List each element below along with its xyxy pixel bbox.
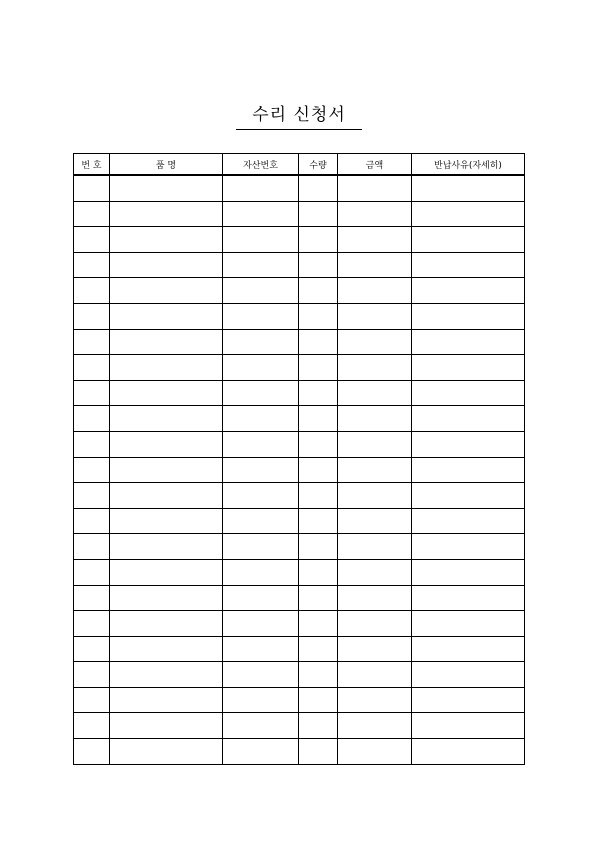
cell-item[interactable] [110, 329, 223, 355]
cell-reason[interactable] [412, 508, 525, 534]
cell-qty[interactable] [299, 713, 338, 739]
table-row [74, 355, 525, 381]
cell-asset-no[interactable] [223, 406, 299, 432]
cell-item[interactable] [110, 227, 223, 253]
cell-asset-no[interactable] [223, 739, 299, 765]
table-row [74, 534, 525, 560]
cell-reason[interactable] [412, 534, 525, 560]
cell-asset-no[interactable] [223, 611, 299, 637]
cell-reason[interactable] [412, 457, 525, 483]
cell-qty[interactable] [299, 431, 338, 457]
cell-item[interactable] [110, 611, 223, 637]
cell-reason[interactable] [412, 713, 525, 739]
cell-qty[interactable] [299, 457, 338, 483]
cell-asset-no[interactable] [223, 329, 299, 355]
cell-asset-no[interactable] [223, 303, 299, 329]
cell-amount[interactable] [338, 662, 412, 688]
column-header-qty: 수량 [299, 154, 338, 176]
table-row [74, 687, 525, 713]
column-header-reason: 반납사유(자세히) [412, 154, 525, 176]
repair-request-table [73, 153, 525, 765]
table-row [74, 252, 525, 278]
cell-amount[interactable] [338, 431, 412, 457]
cell-asset-no[interactable] [223, 636, 299, 662]
table-body [74, 175, 525, 764]
cell-qty[interactable] [299, 380, 338, 406]
cell-no[interactable] [74, 534, 110, 560]
cell-amount[interactable] [338, 534, 412, 560]
table-header-row [74, 154, 525, 176]
table-row [74, 483, 525, 509]
cell-asset-no[interactable] [223, 380, 299, 406]
cell-asset-no[interactable] [223, 175, 299, 201]
table-row [74, 457, 525, 483]
table-row [74, 278, 525, 304]
cell-reason[interactable] [412, 483, 525, 509]
cell-reason[interactable] [412, 687, 525, 713]
cell-no[interactable] [74, 227, 110, 253]
cell-amount[interactable] [338, 329, 412, 355]
cell-asset-no[interactable] [223, 355, 299, 381]
table-row [74, 713, 525, 739]
cell-no[interactable] [74, 611, 110, 637]
cell-item[interactable] [110, 175, 223, 201]
cell-reason[interactable] [412, 329, 525, 355]
cell-qty[interactable] [299, 201, 338, 227]
cell-qty[interactable] [299, 585, 338, 611]
cell-no[interactable] [74, 355, 110, 381]
cell-item[interactable] [110, 483, 223, 509]
table-row [74, 636, 525, 662]
column-header-item: 품 명 [110, 154, 223, 176]
cell-reason[interactable] [412, 303, 525, 329]
table-row [74, 662, 525, 688]
cell-asset-no[interactable] [223, 713, 299, 739]
cell-amount[interactable] [338, 585, 412, 611]
table-row [74, 175, 525, 201]
cell-amount[interactable] [338, 457, 412, 483]
cell-qty[interactable] [299, 534, 338, 560]
cell-amount[interactable] [338, 611, 412, 637]
cell-item[interactable] [110, 355, 223, 381]
table-row [74, 201, 525, 227]
cell-qty[interactable] [299, 227, 338, 253]
cell-no[interactable] [74, 559, 110, 585]
table-row [74, 431, 525, 457]
cell-asset-no[interactable] [223, 559, 299, 585]
cell-asset-no[interactable] [223, 508, 299, 534]
cell-item[interactable] [110, 508, 223, 534]
cell-reason[interactable] [412, 175, 525, 201]
cell-item[interactable] [110, 406, 223, 432]
table-row [74, 406, 525, 432]
cell-no[interactable] [74, 431, 110, 457]
cell-item[interactable] [110, 559, 223, 585]
cell-asset-no[interactable] [223, 687, 299, 713]
cell-no[interactable] [74, 457, 110, 483]
cell-item[interactable] [110, 201, 223, 227]
cell-amount[interactable] [338, 559, 412, 585]
cell-reason[interactable] [412, 739, 525, 765]
cell-no[interactable] [74, 713, 110, 739]
cell-reason[interactable] [412, 355, 525, 381]
table-row [74, 585, 525, 611]
cell-amount[interactable] [338, 687, 412, 713]
cell-amount[interactable] [338, 406, 412, 432]
cell-qty[interactable] [299, 303, 338, 329]
title-underline [236, 129, 362, 130]
cell-qty[interactable] [299, 406, 338, 432]
cell-qty[interactable] [299, 611, 338, 637]
cell-no[interactable] [74, 329, 110, 355]
cell-qty[interactable] [299, 687, 338, 713]
cell-asset-no[interactable] [223, 457, 299, 483]
cell-asset-no[interactable] [223, 431, 299, 457]
cell-no[interactable] [74, 483, 110, 509]
cell-reason[interactable] [412, 406, 525, 432]
column-header-asset-no: 자산번호 [223, 154, 299, 176]
cell-reason[interactable] [412, 252, 525, 278]
column-header-amount: 금액 [338, 154, 412, 176]
cell-no[interactable] [74, 636, 110, 662]
cell-amount[interactable] [338, 713, 412, 739]
cell-amount[interactable] [338, 636, 412, 662]
cell-item[interactable] [110, 739, 223, 765]
cell-reason[interactable] [412, 380, 525, 406]
cell-asset-no[interactable] [223, 227, 299, 253]
cell-amount[interactable] [338, 278, 412, 304]
cell-reason[interactable] [412, 278, 525, 304]
cell-item[interactable] [110, 252, 223, 278]
table-row [74, 329, 525, 355]
column-header-no: 번 호 [74, 154, 110, 176]
table-row [74, 303, 525, 329]
cell-no[interactable] [74, 406, 110, 432]
cell-no[interactable] [74, 585, 110, 611]
cell-qty[interactable] [299, 739, 338, 765]
cell-qty[interactable] [299, 278, 338, 304]
cell-item[interactable] [110, 380, 223, 406]
cell-asset-no[interactable] [223, 483, 299, 509]
cell-asset-no[interactable] [223, 534, 299, 560]
table-row [74, 508, 525, 534]
cell-reason[interactable] [412, 201, 525, 227]
cell-amount[interactable] [338, 227, 412, 253]
cell-reason[interactable] [412, 431, 525, 457]
cell-reason[interactable] [412, 559, 525, 585]
cell-reason[interactable] [412, 611, 525, 637]
cell-asset-no[interactable] [223, 252, 299, 278]
cell-no[interactable] [74, 278, 110, 304]
cell-item[interactable] [110, 687, 223, 713]
cell-no[interactable] [74, 687, 110, 713]
cell-qty[interactable] [299, 662, 338, 688]
table-row [74, 227, 525, 253]
cell-item[interactable] [110, 636, 223, 662]
cell-item[interactable] [110, 713, 223, 739]
cell-qty[interactable] [299, 355, 338, 381]
cell-item[interactable] [110, 662, 223, 688]
cell-qty[interactable] [299, 559, 338, 585]
cell-no[interactable] [74, 175, 110, 201]
table-row [74, 739, 525, 765]
cell-asset-no[interactable] [223, 278, 299, 304]
cell-amount[interactable] [338, 201, 412, 227]
table-row [74, 611, 525, 637]
cell-item[interactable] [110, 431, 223, 457]
cell-no[interactable] [74, 201, 110, 227]
cell-asset-no[interactable] [223, 662, 299, 688]
cell-qty[interactable] [299, 483, 338, 509]
cell-no[interactable] [74, 380, 110, 406]
cell-reason[interactable] [412, 585, 525, 611]
table-row [74, 559, 525, 585]
cell-asset-no[interactable] [223, 585, 299, 611]
cell-reason[interactable] [412, 662, 525, 688]
cell-amount[interactable] [338, 355, 412, 381]
cell-item[interactable] [110, 534, 223, 560]
cell-qty[interactable] [299, 252, 338, 278]
cell-no[interactable] [74, 252, 110, 278]
cell-no[interactable] [74, 662, 110, 688]
cell-amount[interactable] [338, 380, 412, 406]
cell-item[interactable] [110, 303, 223, 329]
cell-amount[interactable] [338, 303, 412, 329]
cell-no[interactable] [74, 508, 110, 534]
cell-no[interactable] [74, 303, 110, 329]
cell-no[interactable] [74, 739, 110, 765]
cell-asset-no[interactable] [223, 201, 299, 227]
cell-amount[interactable] [338, 739, 412, 765]
cell-amount[interactable] [338, 508, 412, 534]
cell-amount[interactable] [338, 483, 412, 509]
cell-item[interactable] [110, 585, 223, 611]
cell-item[interactable] [110, 457, 223, 483]
cell-reason[interactable] [412, 636, 525, 662]
cell-amount[interactable] [338, 175, 412, 201]
cell-qty[interactable] [299, 175, 338, 201]
cell-reason[interactable] [412, 227, 525, 253]
cell-qty[interactable] [299, 329, 338, 355]
cell-qty[interactable] [299, 508, 338, 534]
cell-amount[interactable] [338, 252, 412, 278]
cell-qty[interactable] [299, 636, 338, 662]
cell-item[interactable] [110, 278, 223, 304]
document-title: 수리 신청서 [252, 105, 346, 125]
table-row [74, 380, 525, 406]
